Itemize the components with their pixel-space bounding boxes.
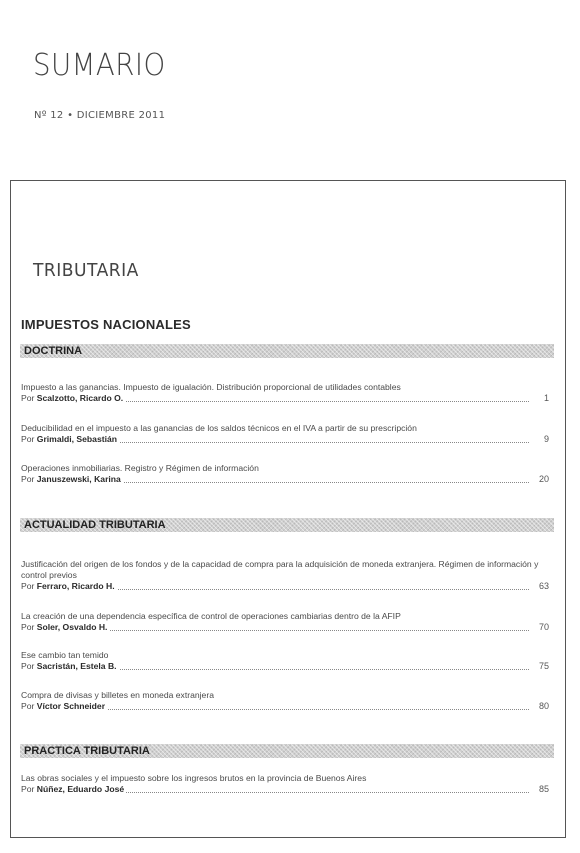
entry-page: 75 (538, 661, 549, 671)
section-title: TRIBUTARIA (33, 260, 139, 281)
group-band-actualidad-tributaria (20, 518, 554, 532)
entry-author-line: Por Núñez, Eduardo José 85 (21, 784, 549, 794)
entry-title: Impuesto a las ganancias. Impuesto de igualación. Distribución proporcional de utilidades contables (21, 382, 401, 392)
entry-author-line: Por Soler, Osvaldo H. 70 (21, 622, 549, 632)
entry-title: Justificación del origen de los fondos y de la capacidad de compra para la adquisición de moneda extranjera. Régimen de información y control previos (21, 559, 539, 580)
entry-author: Soler, Osvaldo H. (36, 622, 108, 632)
entry-page: 85 (538, 784, 549, 794)
entry-page: 9 (543, 434, 549, 444)
entry-author-line: Por Grimaldi, Sebastián 9 (21, 434, 549, 444)
toc-entry[interactable] (21, 423, 555, 445)
entry-page: 20 (538, 474, 549, 484)
entry-author-line: Por Víctor Schneider 80 (21, 701, 549, 711)
entry-author-line: Por Ferraro, Ricardo H. 63 (21, 581, 549, 591)
issue-info: Nº 12 • DICIEMBRE 2011 (34, 110, 166, 121)
entry-title: La creación de una dependencia específica de control de operaciones cambiarias dentro de la AFIP (21, 611, 401, 621)
toc-entry[interactable] (21, 650, 555, 672)
entry-title: Operaciones inmobiliarias. Registro y Régimen de información (21, 463, 259, 473)
entry-author-line: Por Sacristán, Estela B. 75 (21, 661, 549, 671)
toc-entry[interactable] (21, 773, 555, 795)
entry-title: Compra de divisas y billetes en moneda extranjera (21, 690, 214, 700)
entry-title: Deducibilidad en el impuesto a las ganancias de los saldos técnicos en el IVA a partir de su prescripción (21, 423, 417, 433)
entry-author-line: Por Januszewski, Karina 20 (21, 474, 549, 484)
entry-page: 80 (538, 701, 549, 711)
entry-page: 63 (538, 581, 549, 591)
entry-author: Sacristán, Estela B. (36, 661, 117, 671)
contents-box (10, 180, 566, 838)
toc-entry[interactable] (21, 611, 555, 633)
page-title: SUMARIO (33, 48, 166, 83)
group-label: ACTUALIDAD TRIBUTARIA (24, 519, 166, 531)
entry-author: Januszewski, Karina (36, 474, 121, 484)
entry-title: Las obras sociales y el impuesto sobre los ingresos brutos en la provincia de Buenos Aires (21, 773, 367, 783)
subsection-title: IMPUESTOS NACIONALES (21, 317, 191, 332)
group-band-doctrina (20, 344, 554, 358)
toc-entry[interactable] (21, 463, 555, 485)
entry-author: Núñez, Eduardo José (36, 784, 125, 794)
entry-author-line: Por Scalzotto, Ricardo O. 1 (21, 393, 549, 403)
group-label: PRACTICA TRIBUTARIA (24, 745, 150, 757)
entry-author: Víctor Schneider (36, 701, 106, 711)
toc-entry[interactable] (21, 690, 555, 712)
entry-author: Scalzotto, Ricardo O. (36, 393, 124, 403)
toc-entry[interactable] (21, 382, 555, 404)
toc-entry[interactable] (21, 559, 555, 592)
entry-author: Grimaldi, Sebastián (36, 434, 118, 444)
entry-author: Ferraro, Ricardo H. (36, 581, 115, 591)
entry-title: Ese cambio tan temido (21, 650, 109, 660)
group-band-practica-tributaria (20, 744, 554, 758)
entry-page: 1 (543, 393, 549, 403)
entry-page: 70 (538, 622, 549, 632)
group-label: DOCTRINA (24, 345, 83, 357)
